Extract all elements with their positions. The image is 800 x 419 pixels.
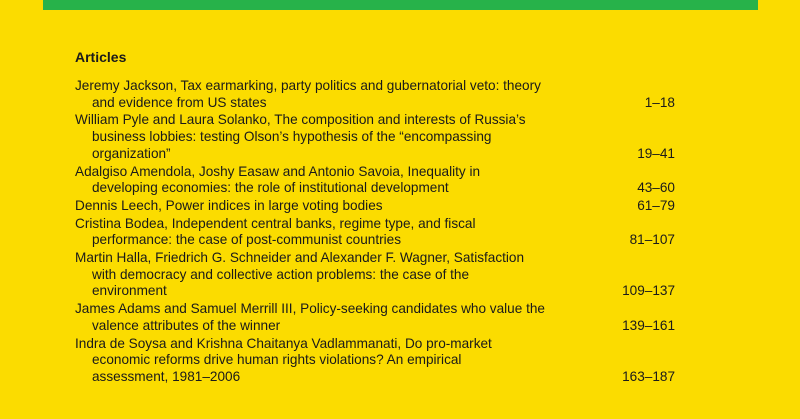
page-range: 163–187	[622, 368, 675, 384]
article-entry	[75, 112, 675, 162]
page-range: 139–161	[622, 317, 675, 333]
citation-line: Adalgiso Amendola, Joshy Easaw and Antonio Savoia, Inequality in	[75, 163, 481, 179]
citation-line: economic reforms drive human rights violations? An empirical	[92, 352, 462, 368]
article-citation	[75, 301, 595, 334]
article-citation	[75, 112, 595, 162]
article-entry	[75, 164, 675, 197]
article-entry	[75, 336, 675, 386]
citation-line: William Pyle and Laura Solanko, The composition and interests of Russia’s	[75, 112, 526, 128]
article-citation	[75, 164, 595, 197]
citation-line: developing economies: the role of institutional development	[92, 180, 449, 196]
citation-line: Cristina Bodea, Independent central banks, regime type, and fiscal	[75, 215, 476, 231]
citation-line: valence attributes of the winner	[92, 317, 281, 333]
page-range: 81–107	[629, 232, 675, 248]
citation-line: environment	[92, 283, 167, 299]
top-color-band	[43, 0, 758, 10]
citation-line: Dennis Leech, Power indices in large voting bodies	[75, 197, 383, 213]
page-range: 43–60	[637, 180, 675, 196]
citation-line: assessment, 1981–2006	[92, 368, 241, 384]
article-entry	[75, 216, 675, 249]
citation-line: business lobbies: testing Olson’s hypothesis of the “encompassing	[92, 129, 492, 145]
page-range: 61–79	[637, 197, 675, 213]
citation-line: Jeremy Jackson, Tax earmarking, party politics and gubernatorial veto: theory	[75, 78, 541, 93]
citation-line: James Adams and Samuel Merrill III, Policy-seeking candidates who value the	[75, 301, 545, 317]
citation-line: organization”	[92, 145, 171, 161]
article-entry	[75, 301, 675, 334]
table-of-contents	[75, 49, 675, 387]
citation-line: with democracy and collective action problems: the case of the	[92, 266, 470, 282]
page-range: 109–137	[622, 283, 675, 299]
citation-line: Martin Halla, Friedrich G. Schneider and Alexander F. Wagner, Satisfaction	[75, 250, 525, 266]
article-citation	[75, 78, 595, 111]
citation-line: performance: the case of post-communist countries	[92, 232, 402, 248]
article-entry	[75, 250, 675, 300]
article-citation	[75, 336, 595, 386]
citation-line: Indra de Soysa and Krishna Chaitanya Vadlammanati, Do pro-market	[75, 335, 492, 351]
article-entry	[75, 198, 675, 215]
citation-line: and evidence from US states	[92, 94, 267, 110]
article-entry	[75, 78, 675, 111]
page-range: 19–41	[637, 145, 675, 161]
article-citation	[75, 198, 595, 215]
section-heading: Articles	[75, 49, 127, 65]
article-list	[75, 78, 675, 386]
page-range: 1–18	[644, 94, 675, 110]
article-citation	[75, 250, 595, 300]
article-citation	[75, 216, 595, 249]
